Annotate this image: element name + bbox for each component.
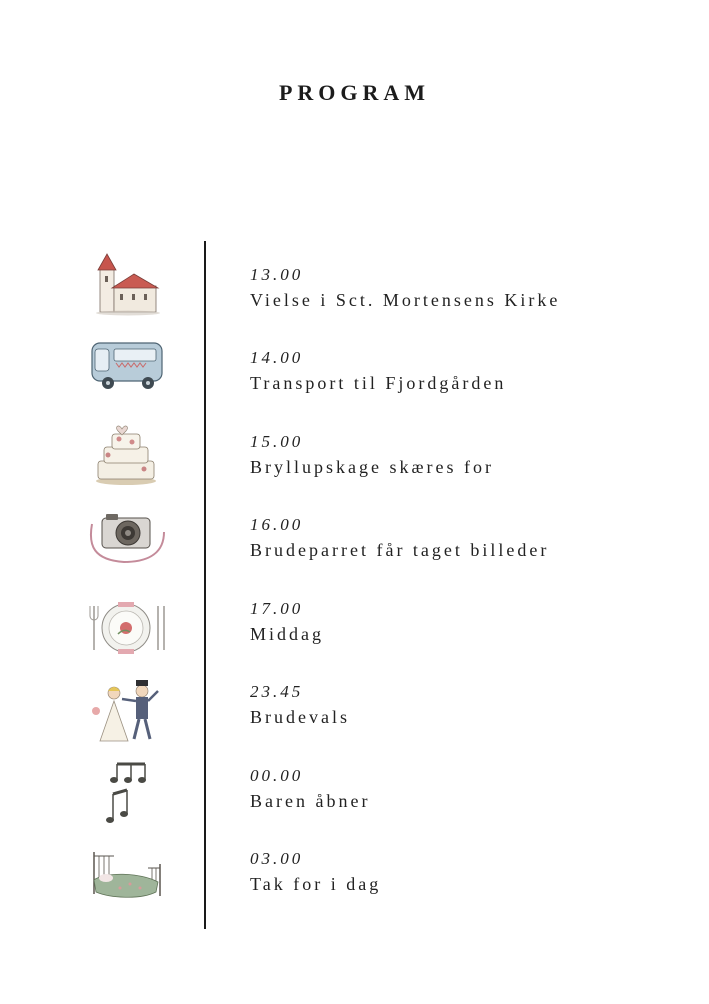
- event-label: Transport til Fjordgården: [250, 373, 507, 393]
- program-item-7: [250, 766, 690, 812]
- event-label: Vielse i Sct. Mortensens Kirke: [250, 290, 561, 310]
- event-time: 16.00: [250, 515, 304, 534]
- page-title: PROGRAM: [278, 80, 431, 105]
- bed-icon: [84, 842, 168, 914]
- event-label: Brudeparret får taget billeder: [250, 540, 550, 560]
- music-notes-icon: [84, 758, 168, 830]
- event-time: 00.00: [250, 766, 304, 785]
- program-item-1: [250, 265, 690, 311]
- event-label: Tak for i dag: [250, 874, 382, 894]
- church-icon: [84, 250, 168, 322]
- program-item-4: [250, 515, 690, 561]
- program-item-2: [250, 348, 690, 394]
- program-item-5: [250, 599, 690, 645]
- program-item-3: [250, 432, 690, 478]
- event-time: 14.00: [250, 348, 304, 367]
- event-time: 15.00: [250, 432, 304, 451]
- event-label: Bryllupskage skæres for: [250, 457, 494, 477]
- event-label: Middag: [250, 624, 324, 644]
- event-label: Brudevals: [250, 707, 350, 727]
- program-item-8: [250, 849, 690, 895]
- dinner-plate-icon: [84, 592, 168, 664]
- camera-icon: [84, 502, 168, 574]
- event-time: 17.00: [250, 599, 304, 618]
- event-label: Baren åbner: [250, 791, 371, 811]
- event-time: 03.00: [250, 849, 304, 868]
- wedding-cake-icon: [84, 417, 168, 489]
- timeline-divider: [204, 241, 206, 929]
- event-time: 23.45: [250, 682, 304, 701]
- bus-icon: [84, 333, 168, 405]
- event-time: 13.00: [250, 265, 304, 284]
- program-item-6: [250, 682, 690, 728]
- dancing-couple-icon: [84, 675, 168, 747]
